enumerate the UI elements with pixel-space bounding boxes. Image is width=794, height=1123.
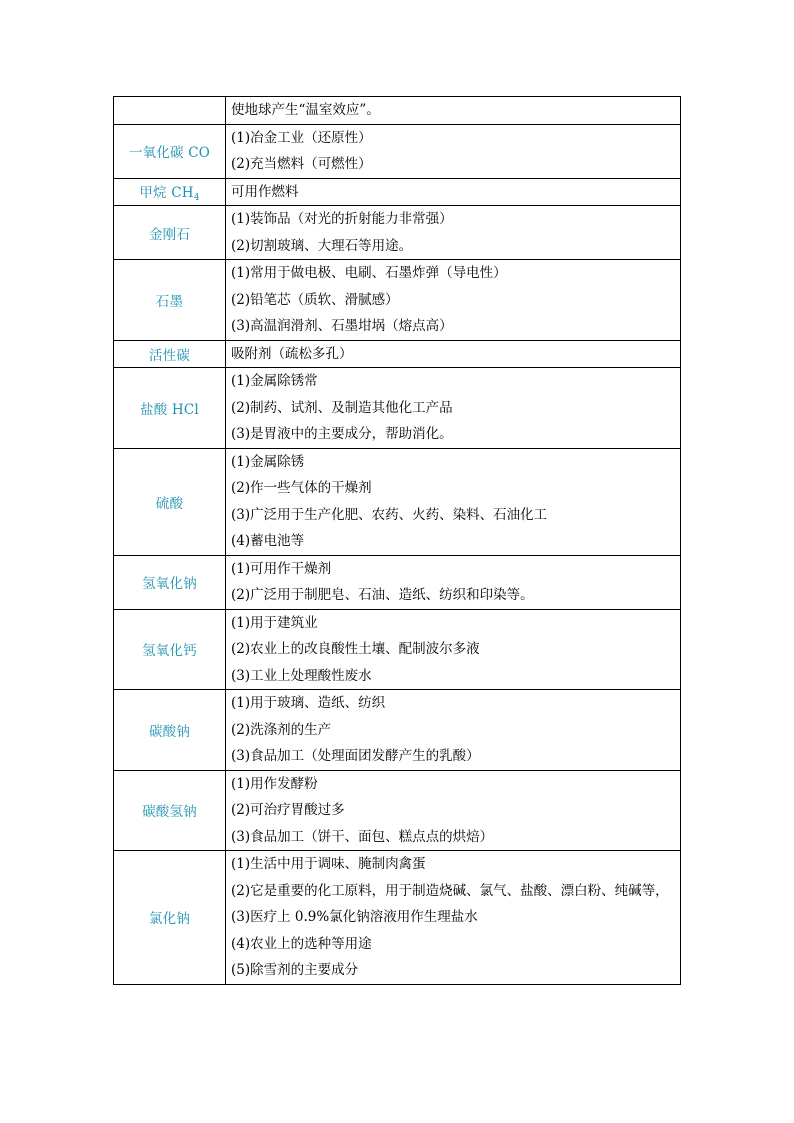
uses-cell (226, 206, 681, 260)
use-line: (1)装饰品（对光的折射能力非常强） (231, 211, 453, 227)
table-row (114, 770, 681, 851)
use-line: (1)冶金工业（还原性） (231, 129, 372, 146)
uses-cell (226, 851, 681, 985)
use-line: (2)制药、试剂、及制造其他化工产品 (231, 399, 453, 416)
substance-name-cell (114, 555, 226, 609)
table-row (114, 178, 681, 206)
substance-name: 碳酸氢钠 (142, 804, 197, 821)
use-line: (2)它是重要的化工原料，用于制造烧碱、氯气、盐酸、漂白粉、纯碱等， (231, 882, 669, 899)
substance-name: 氢氧化钠 (142, 576, 197, 592)
substance-name: 氢氧化钙 (142, 643, 197, 660)
substance-name-cell (114, 770, 226, 851)
use-line: (4)农业上的选种等用途 (231, 935, 372, 952)
uses-cell (226, 260, 681, 341)
table-body (114, 97, 681, 985)
substance-name-cell (114, 690, 226, 771)
table-row (114, 609, 681, 690)
substance-name-cell (114, 178, 226, 206)
substance-name-cell (114, 97, 226, 125)
use-line: (2)作一些气体的干燥剂 (231, 480, 372, 496)
substance-name: 硫酸 (155, 495, 184, 512)
substance-name: 活性碳 (148, 347, 191, 364)
table-row (114, 97, 681, 125)
use-line: (2)充当燃料（可燃性） (231, 156, 372, 172)
substance-name-cell (114, 368, 226, 449)
table-row (114, 368, 681, 449)
substance-name-cell (114, 609, 226, 690)
uses-cell (226, 609, 681, 690)
table-row (114, 340, 681, 368)
substance-name-cell (114, 260, 226, 341)
use-line: (3)高温润滑剂、石墨坩埚（熔点高） (231, 318, 453, 334)
substance-name-cell (114, 124, 226, 178)
use-line: (3)是胃液中的主要成分，帮助消化。 (231, 426, 453, 442)
substance-name: 碳酸钠 (148, 723, 191, 740)
use-line: (2)铅笔芯（质软、滑腻感） (231, 291, 399, 308)
uses-cell (226, 340, 681, 368)
uses-cell (226, 448, 681, 555)
table-row (114, 690, 681, 771)
use-line: (1)生活中用于调味、腌制肉禽蛋 (231, 856, 426, 872)
use-line: (1)常用于做电极、电刷、石墨炸弹（导电性） (231, 265, 507, 281)
use-line: (3)食品加工（处理面团发酵产生的乳酸） (231, 748, 480, 764)
substance-name: 氯化钠 (148, 911, 191, 928)
use-line: (2)切割玻璃、大理石等用途。 (231, 237, 413, 254)
use-line: (3)食品加工（饼干、面包、糕点点的烘焙） (231, 828, 494, 845)
substance-name-cell (114, 851, 226, 985)
use-line: (1)用作发酵粉 (231, 775, 318, 792)
uses-cell (226, 368, 681, 449)
uses-cell (226, 124, 681, 178)
table-row (114, 260, 681, 341)
formula-subscript: 4 (193, 192, 200, 203)
use-line: (1)可用作干燥剂 (231, 560, 332, 577)
use-line: (2)可治疗胃酸过多 (231, 802, 345, 818)
substance-name: 一氧化碳 CO (128, 145, 211, 161)
substance-name: 甲烷 CH (139, 184, 194, 201)
use-line: (1)用于建筑业 (231, 614, 318, 631)
use-line: 使地球产生“温室效应”。 (231, 102, 380, 118)
use-line: 吸附剂（疏松多孔） (231, 345, 353, 362)
uses-cell (226, 97, 681, 125)
table-row (114, 555, 681, 609)
use-line: (1)金属除锈常 (231, 373, 318, 389)
use-line: (2)农业上的改良酸性土壤、配制波尔多液 (231, 641, 480, 657)
use-line: (2)广泛用于制肥皂、石油、造纸、纺织和印染等。 (231, 587, 534, 603)
uses-cell (226, 178, 681, 206)
use-line: (3)医疗上 0.9%氯化钠溶液用作生理盐水 (231, 909, 478, 925)
use-line: (3)广泛用于生产化肥、农药、火药、染料、石油化工 (231, 506, 548, 523)
substance-name-cell (114, 206, 226, 260)
table-row (114, 448, 681, 555)
use-line: 可用作燃料 (231, 183, 299, 200)
use-line: (1)金属除锈 (231, 453, 305, 470)
uses-cell (226, 690, 681, 771)
substance-name: 盐酸 HCl (140, 401, 199, 418)
substance-name-cell (114, 340, 226, 368)
substance-name: 金刚石 (148, 226, 191, 243)
substance-uses-table (113, 96, 681, 985)
uses-cell (226, 770, 681, 851)
substance-name-cell (114, 448, 226, 555)
use-line: (5)除雪剂的主要成分 (231, 962, 359, 978)
table-row (114, 206, 681, 260)
use-line: (4)蓄电池等 (231, 533, 305, 549)
table-row (114, 851, 681, 985)
table-row (114, 124, 681, 178)
use-line: (1)用于玻璃、造纸、纺织 (231, 695, 386, 711)
use-line: (2)洗涤剂的生产 (231, 721, 332, 738)
uses-cell (226, 555, 681, 609)
use-line: (3)工业上处理酸性废水 (231, 667, 372, 684)
substance-name: 石墨 (155, 293, 184, 310)
